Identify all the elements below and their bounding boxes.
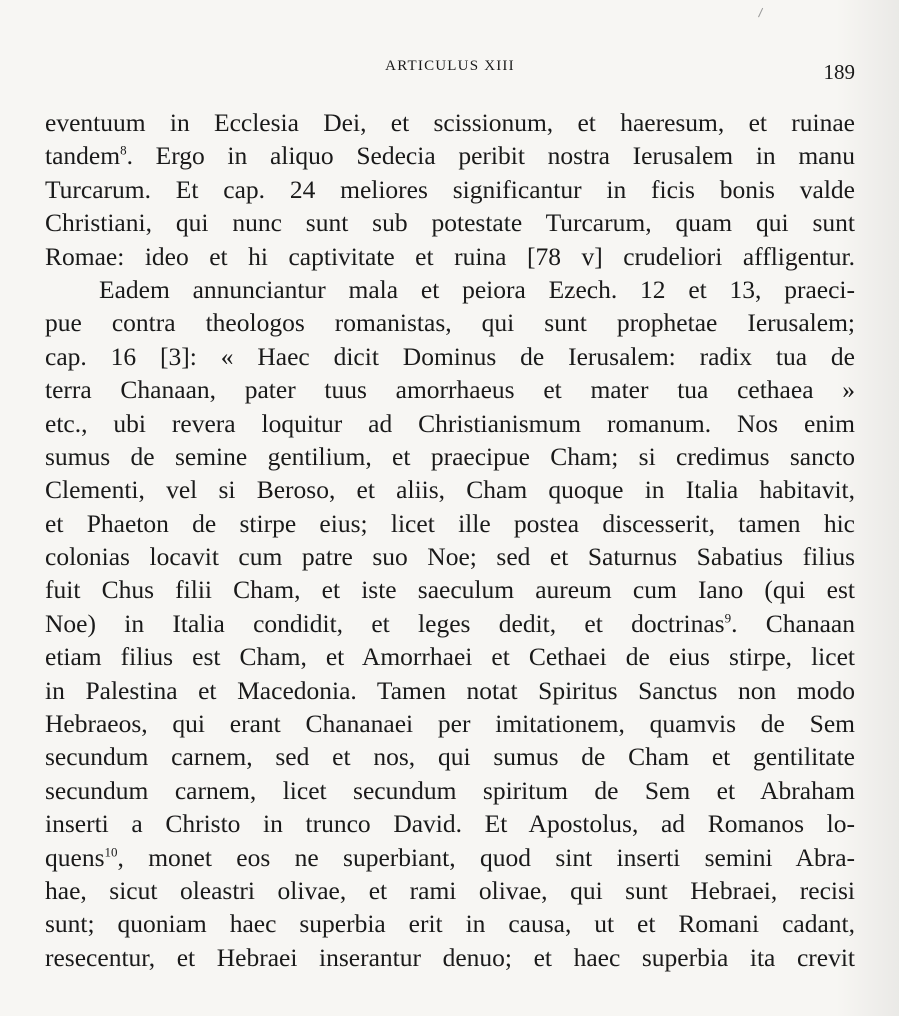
text-line: pue contra theologos romanistas, qui sunt prophetae Ierusalem; xyxy=(45,308,855,338)
footnote-ref: 9 xyxy=(724,610,732,626)
text-line: secundum carnem, sed et nos, qui sumus de Cham et gentilitate xyxy=(45,742,855,772)
text-line: Turcarum. Et cap. 24 meliores significantur in ficis bonis valde xyxy=(45,174,855,204)
text-line: terra Chanaan, pater tuus amorrhaeus et mater tua cethaea » xyxy=(45,375,855,405)
page-header xyxy=(45,58,855,88)
running-head: ARTICULUS XIII xyxy=(385,58,515,74)
paragraph-start-line: Eadem annunciantur mala et peiora Ezech. 12 et 13, praeci- xyxy=(99,274,855,304)
text-line: in Palestina et Macedonia. Tamen notat Spiritus Sanctus non modo xyxy=(45,675,855,705)
text-line: inserti a Christo in trunco David. Et Apostolus, ad Romanos lo- xyxy=(45,809,855,839)
text-line: et Phaeton de stirpe eius; licet ille postea discesserit, tamen hic xyxy=(45,508,855,538)
text-line: eventuum in Ecclesia Dei, et scissionum, et haeresum, et ruinae xyxy=(45,108,855,137)
text-line: fuit Chus filii Cham, et iste saeculum aureum cum Iano (qui est xyxy=(45,575,855,605)
scan-mark xyxy=(758,8,765,18)
text-line: cap. 16 [3]: « Haec dicit Dominus de Ierusalem: radix tua de xyxy=(45,341,855,371)
text-line: Christiani, qui nunc sunt sub potestate Turcarum, quam qui sunt xyxy=(45,208,855,238)
text-line: hae, sicut oleastri olivae, et rami olivae, qui sunt Hebraei, recisi xyxy=(45,875,855,905)
text-line: etiam filius est Cham, et Amorrhaei et Cethaei de eius stirpe, licet xyxy=(45,642,855,672)
page-number: 189 xyxy=(823,60,855,84)
body-text xyxy=(45,106,855,974)
text-line: secundum carnem, licet secundum spiritum de Sem et Abraham xyxy=(45,775,855,805)
text-line: colonias locavit cum patre suo Noe; sed et Saturnus Sabatius filius xyxy=(45,542,855,572)
footnote-ref: 8 xyxy=(120,142,127,158)
text-line: quens$^{10}$, monet eos ne superbiant, quod sint inserti semini Abra- xyxy=(45,842,855,872)
text-line: tandem$^8$. Ergo in aliquo Sedecia peribit nostra Ierusalem in manu xyxy=(45,141,855,171)
text-line: Hebraeos, qui erant Chananaei per imitationem, quamvis de Sem xyxy=(45,709,855,739)
text-line: resecentur, et Hebraei inserantur denuo; et haec superbia ita crevit xyxy=(45,942,855,972)
text-line: Clementi, vel si Beroso, et aliis, Cham quoque in Italia habitavit, xyxy=(45,475,855,505)
text-line: sunt; quoniam haec superbia erit in causa, ut et Romani cadant, xyxy=(45,909,855,939)
text-line: etc., ubi revera loquitur ad Christianismum romanum. Nos enim xyxy=(45,408,855,438)
text-line: Romae: ideo et hi captivitate et ruina [78 v] crudeliori affligentur. xyxy=(45,241,855,271)
text-line: sumus de semine gentilium, et praecipue Cham; si credimus sancto xyxy=(45,441,855,471)
footnote-ref: 10 xyxy=(104,844,118,860)
text-line: Noe) in Italia condidit, et leges dedit, et doctrinas$^9$. Chanaan xyxy=(45,608,855,638)
